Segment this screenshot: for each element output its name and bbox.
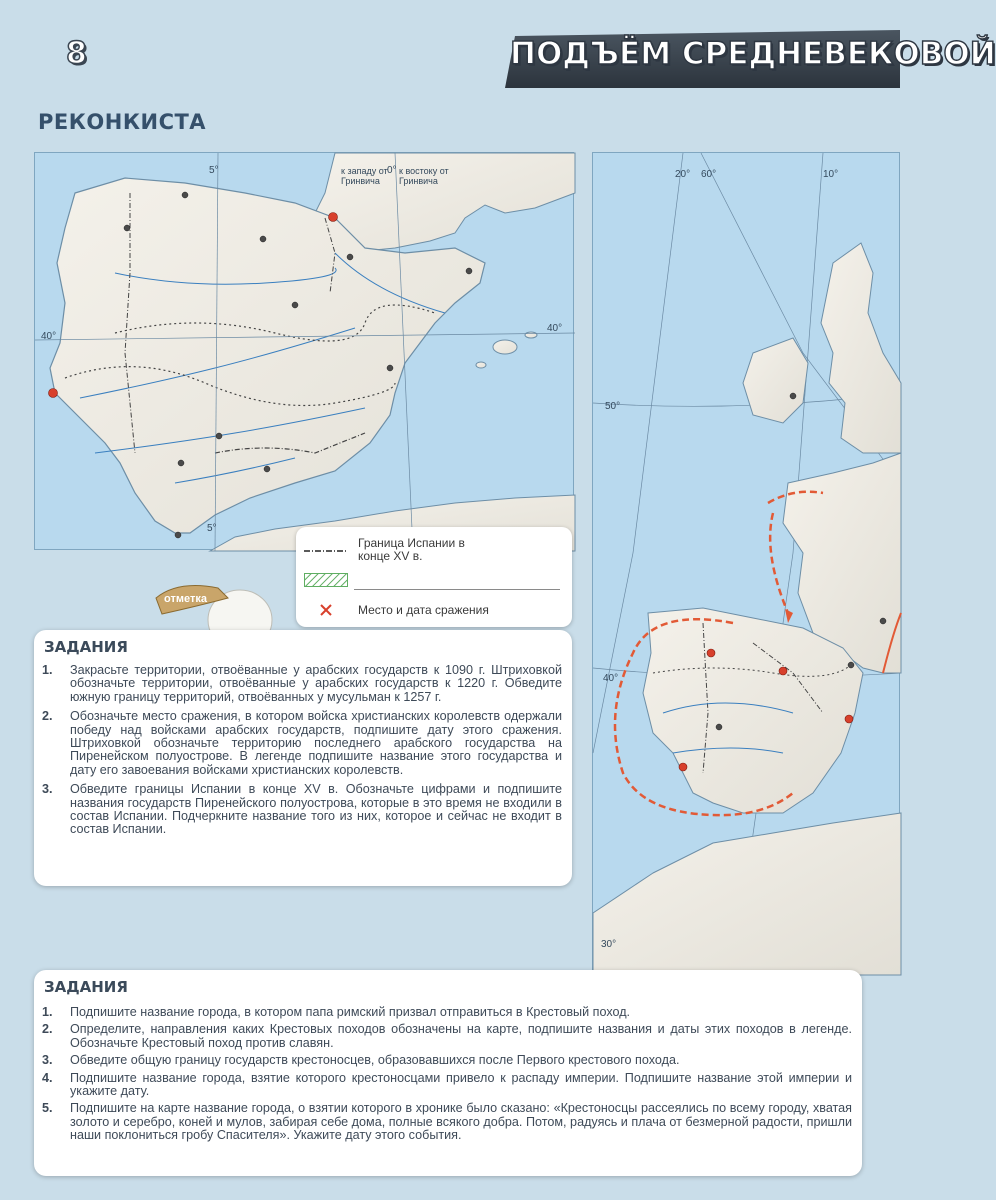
legend-fill-in-line[interactable] bbox=[354, 589, 560, 590]
task-text: Обозначьте место сражения, в котором войска христианских королевств одержали победу над войсками арабских государств, подпишите дату этого сражения. Штриховкой обозначьте территорию последнего арабского государства на Пиренейском полуострове. В легенде подпишите название этого государства и дату его завоевания войсками христианских королевств. bbox=[70, 709, 562, 777]
reconquista-tasks-panel bbox=[34, 630, 572, 886]
legend-battle-label: Место и дата сражения bbox=[358, 602, 489, 617]
tasks-title: ЗАДАНИЯ bbox=[44, 978, 128, 996]
hatch-symbol bbox=[304, 573, 348, 587]
legend-border-row bbox=[304, 537, 498, 563]
tasks-list bbox=[40, 1006, 852, 1147]
lon-5w-label: 5° bbox=[209, 165, 219, 176]
task-text: Обведите общую границу государств крестоносцев, образовавшихся после Первого крестового похода. bbox=[70, 1053, 680, 1068]
lat-50-label: 50° bbox=[605, 401, 621, 412]
task-item bbox=[40, 664, 562, 704]
battle-cross-icon bbox=[304, 603, 348, 617]
east-of-greenwich-label: к востоку от Гринвича bbox=[399, 166, 449, 186]
task-number: 3. bbox=[42, 1053, 53, 1068]
lon-60-label: 60° bbox=[701, 169, 717, 180]
task-text: Определите, направления каких Крестовых походов обозначены на карте, подпишите названия и даты этих походов в легенде. Обозначьте Крестовый поход против славян. bbox=[70, 1022, 852, 1050]
page-number: 8 bbox=[66, 36, 87, 71]
task-text: Обведите границы Испании в конце XV в. Обозначьте цифрами и подпишите названия государств Пиренейского полуострова, которые в это время не входили в состав Испании. Подчеркните название того из них, которое и сейчас не входит в состав Испании. bbox=[70, 782, 562, 837]
iberia-contour-map[interactable] bbox=[34, 152, 574, 550]
legend-battle-row bbox=[304, 603, 489, 617]
crusades-tasks-panel bbox=[34, 970, 862, 1176]
sticker-label: отметка bbox=[164, 593, 207, 605]
task-item bbox=[40, 1102, 852, 1142]
task-item bbox=[40, 1006, 852, 1019]
task-number: 1. bbox=[42, 663, 53, 677]
task-item bbox=[40, 1054, 852, 1067]
task-number: 4. bbox=[42, 1070, 53, 1085]
europe-crusades-map[interactable] bbox=[592, 152, 900, 974]
task-text: Закрасьте территории, отвоёванные у арабских государств к 1090 г. Штриховкой обозначьте территории, отвоёванные у арабских государств к 1220 г. Обведите южную границу территорий, отвоёванных у мусульман к 1257 г. bbox=[70, 663, 562, 704]
west-of-greenwich-label: к западу от Гринвича bbox=[341, 166, 388, 186]
map-legend bbox=[296, 527, 572, 627]
lon-20-label: 20° bbox=[675, 169, 691, 180]
lat-40-left-label: 40° bbox=[41, 331, 57, 342]
lon-5w-bottom-label: 5° bbox=[207, 523, 217, 534]
task-number: 2. bbox=[42, 1022, 53, 1037]
lat-40-label: 40° bbox=[603, 673, 619, 684]
task-text: Подпишите название города, в котором папа римский призвал отправиться в Крестовый поход. bbox=[70, 1005, 631, 1019]
task-item bbox=[40, 783, 562, 837]
task-number: 1. bbox=[42, 1005, 53, 1019]
task-item bbox=[40, 710, 562, 777]
task-text: Подпишите на карте название города, о взятии которого в хронике было сказано: «Крестоносцы рассеялись по всему городу, хватая золото и серебро, коней и мулов, забирая себе дома, полные всякого добра. Потом, радуясь и плача от безмерной радости, пришли наши поклониться гробу Спасителя». Укажите дату этого события. bbox=[70, 1101, 852, 1143]
task-number: 3. bbox=[42, 782, 53, 797]
border-line-symbol bbox=[304, 543, 348, 557]
task-number: 5. bbox=[42, 1101, 53, 1116]
task-text: Подпишите название города, взятие которого крестоносцами привело к распаду империи. Подпишите название этой империи и укажите дату. bbox=[70, 1070, 852, 1099]
lon-10-label: 10° bbox=[823, 169, 839, 180]
meridian-0-label: 0° bbox=[387, 165, 397, 176]
lat-40-right-label: 40° bbox=[547, 323, 563, 334]
task-number: 2. bbox=[42, 709, 53, 724]
task-item bbox=[40, 1023, 852, 1050]
task-item bbox=[40, 1072, 852, 1099]
legend-hatch-row[interactable] bbox=[304, 573, 348, 587]
legend-border-label: Граница Испании в конце XV в. bbox=[358, 536, 465, 563]
tasks-list bbox=[40, 664, 562, 843]
chapter-title: ПОДЪЁМ СРЕДНЕВЕКОВОЙ bbox=[510, 36, 996, 72]
lat-30-label: 30° bbox=[601, 939, 617, 950]
tasks-title: ЗАДАНИЯ bbox=[44, 638, 128, 656]
section-title: РЕКОНКИСТА bbox=[38, 110, 207, 134]
